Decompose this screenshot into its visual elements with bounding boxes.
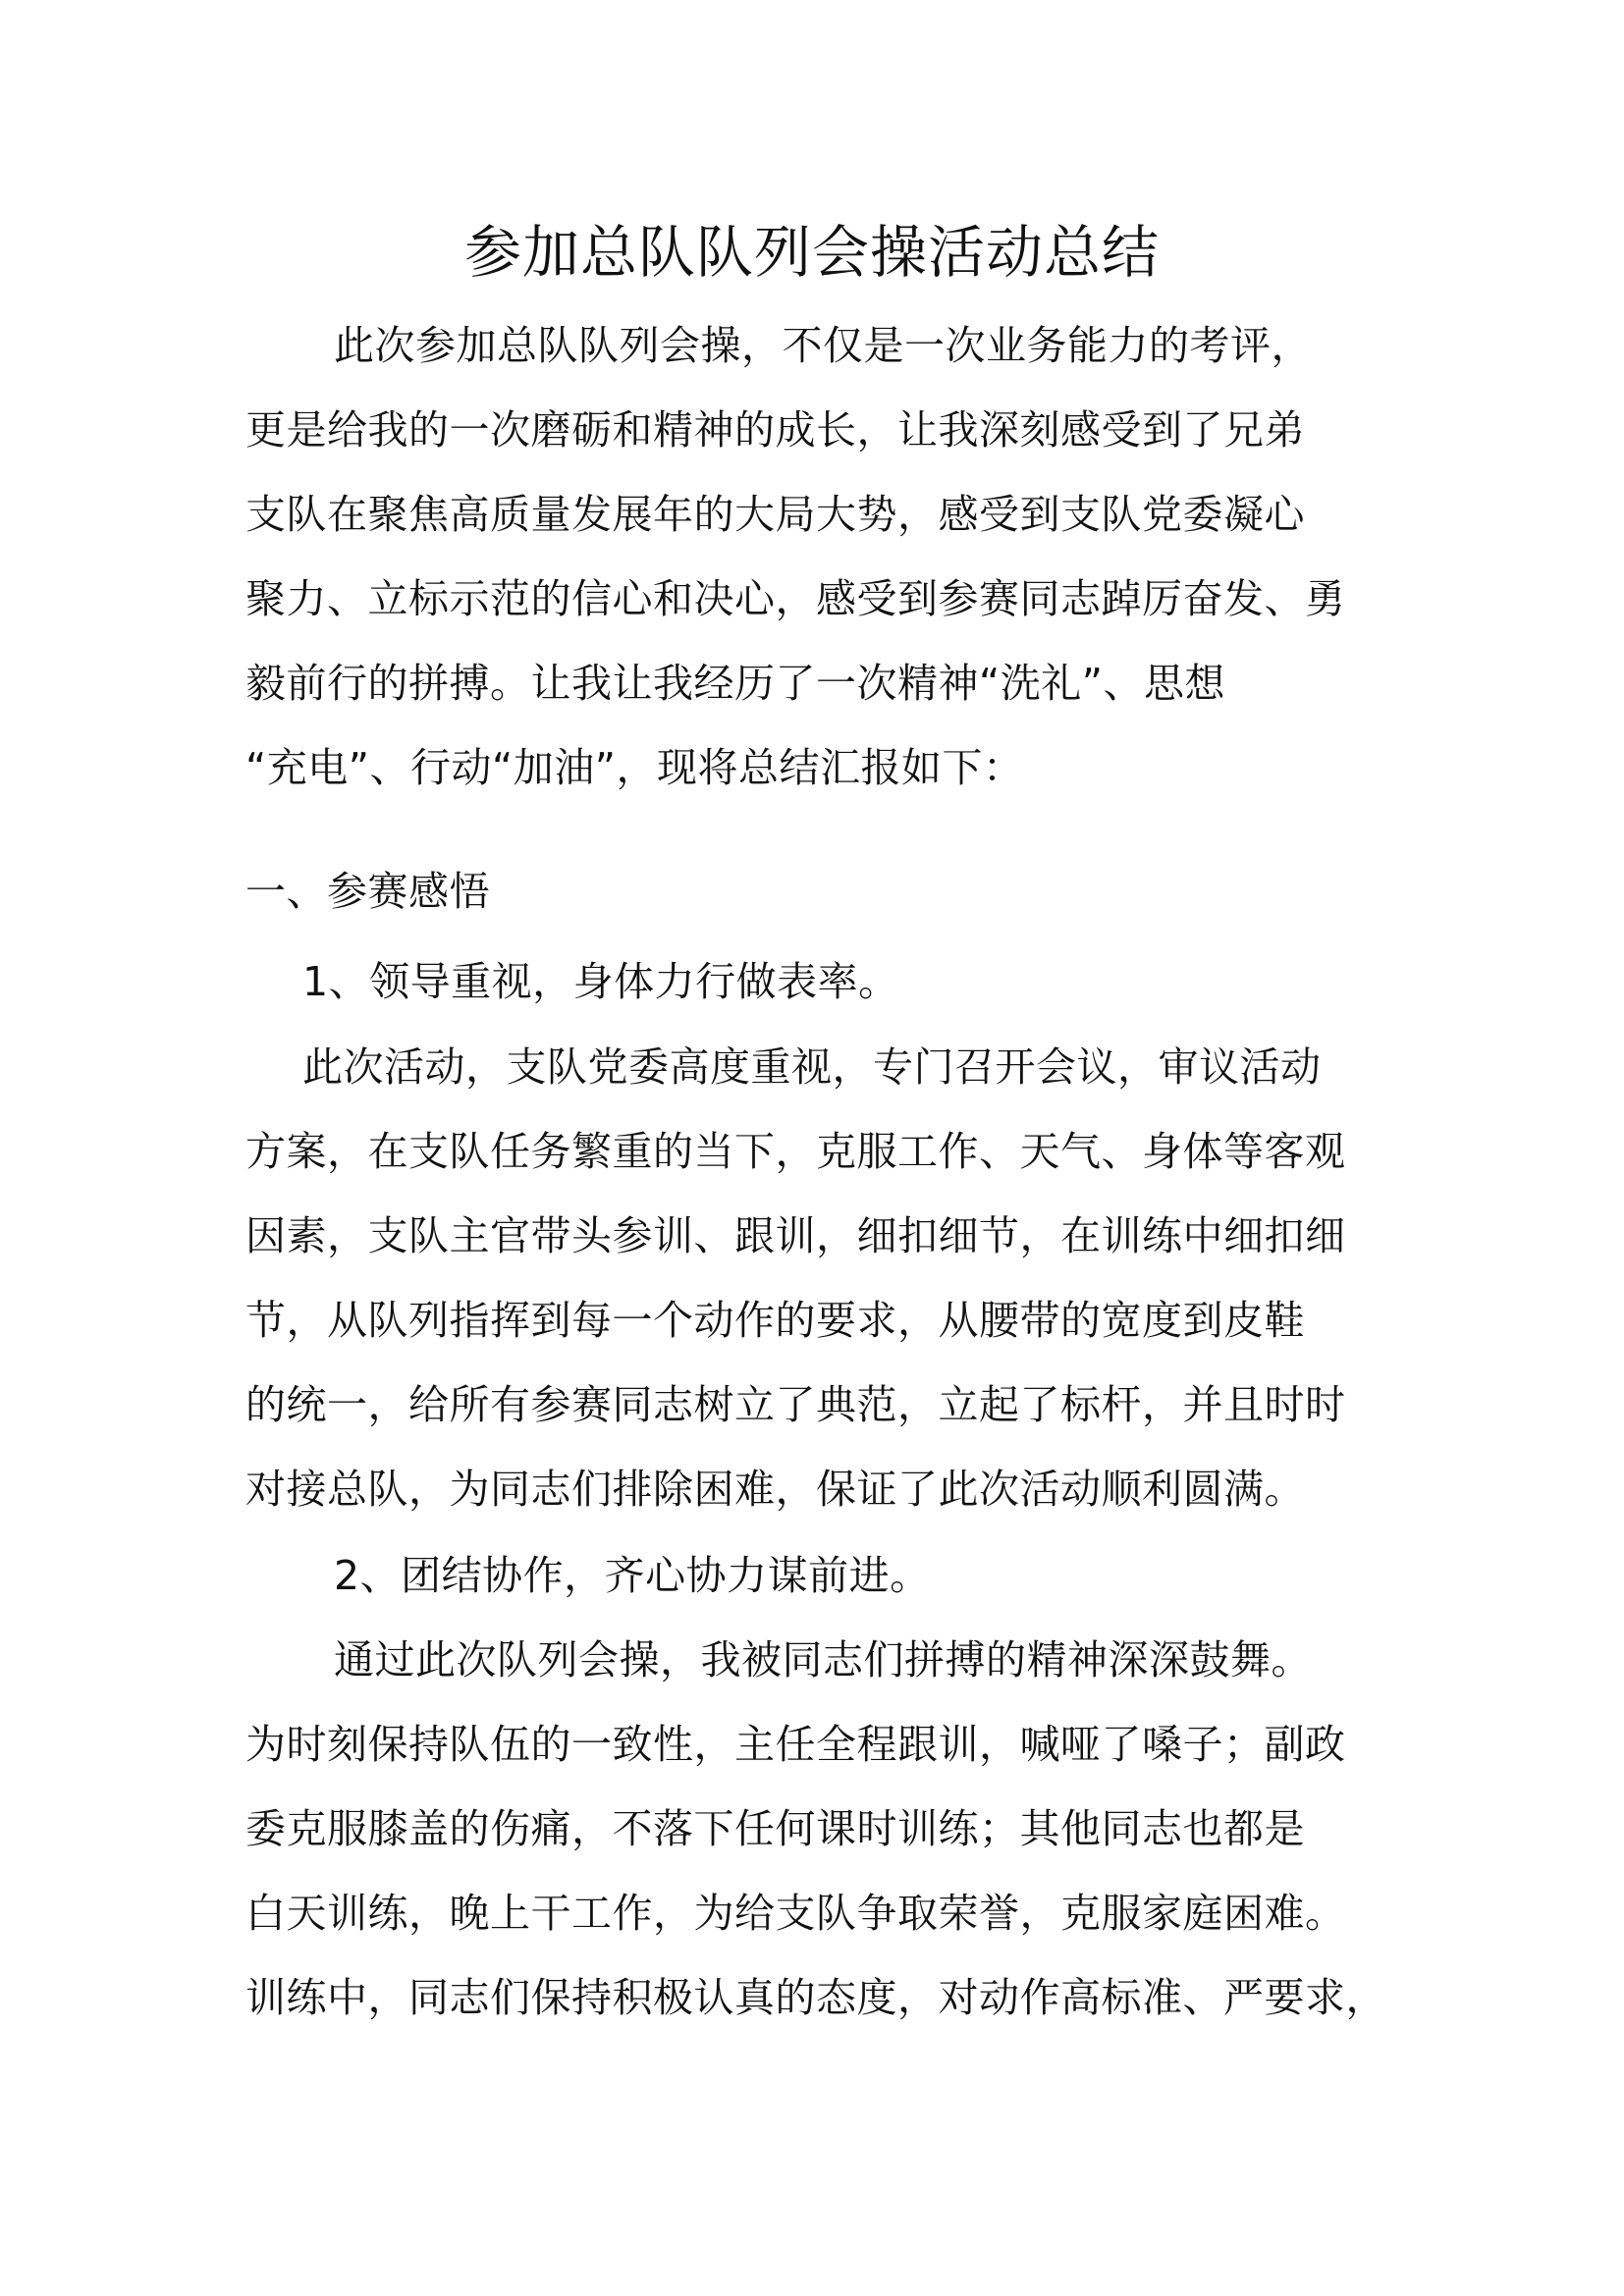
paragraph-line: 更是给我的一次磨砺和精神的成长，让我深刻感受到了兄弟 [245, 406, 1305, 454]
paragraph-line: “充电”、行动“加油”，现将总结汇报如下： [245, 744, 1024, 791]
section-heading: 一、参赛感悟 [245, 868, 490, 915]
paragraph-line: 支队在聚焦高质量发展年的大局大势，感受到支队党委凝心 [245, 491, 1305, 538]
paragraph-line: 此次参加总队队列会操，不仅是一次业务能力的考评， [334, 322, 1312, 369]
paragraph-line: 为时刻保持队伍的一致性，主任全程跟训，喊哑了嗓子；副政 [245, 1721, 1346, 1768]
document-title: 参加总队队列会操活动总结 [463, 219, 1160, 286]
paragraph-line: 毅前行的拼搏。让我让我经历了一次精神“洗礼”、思想 [245, 660, 1225, 707]
paragraph-line: 对接总队，为同志们排除困难，保证了此次活动顺利圆满。 [245, 1466, 1305, 1513]
paragraph-line: 委克服膝盖的伤痛，不落下任何课时训练；其他同志也都是 [245, 1805, 1305, 1852]
subsection-heading: 1、领导重视，身体力行做表率。 [302, 958, 899, 1005]
paragraph-line: 方案，在支队任务繁重的当下，克服工作、天气、身体等客观 [245, 1128, 1346, 1175]
subsection-heading: 2、团结协作，齐心协力谋前进。 [334, 1552, 931, 1599]
paragraph-line: 白天训练，晚上干工作，为给支队争取荣誉，克服家庭困难。 [245, 1890, 1346, 1937]
paragraph-line: 通过此次队列会操，我被同志们拼搏的精神深深鼓舞。 [334, 1636, 1312, 1683]
paragraph-line: 训练中，同志们保持积极认真的态度，对动作高标准、严要求， [245, 1974, 1386, 2021]
paragraph-line: 聚力、立标示范的信心和决心，感受到参赛同志踔厉奋发、勇 [245, 575, 1346, 622]
paragraph-line: 的统一，给所有参赛同志树立了典范，立起了标杆，并且时时 [245, 1381, 1346, 1428]
paragraph-line: 此次活动，支队党委高度重视，专门召开会议，审议活动 [302, 1043, 1322, 1091]
paragraph-line: 节，从队列指挥到每一个动作的要求，从腰带的宽度到皮鞋 [245, 1297, 1305, 1344]
paragraph-line: 因素，支队主官带头参训、跟训，细扣细节，在训练中细扣细 [245, 1212, 1346, 1259]
